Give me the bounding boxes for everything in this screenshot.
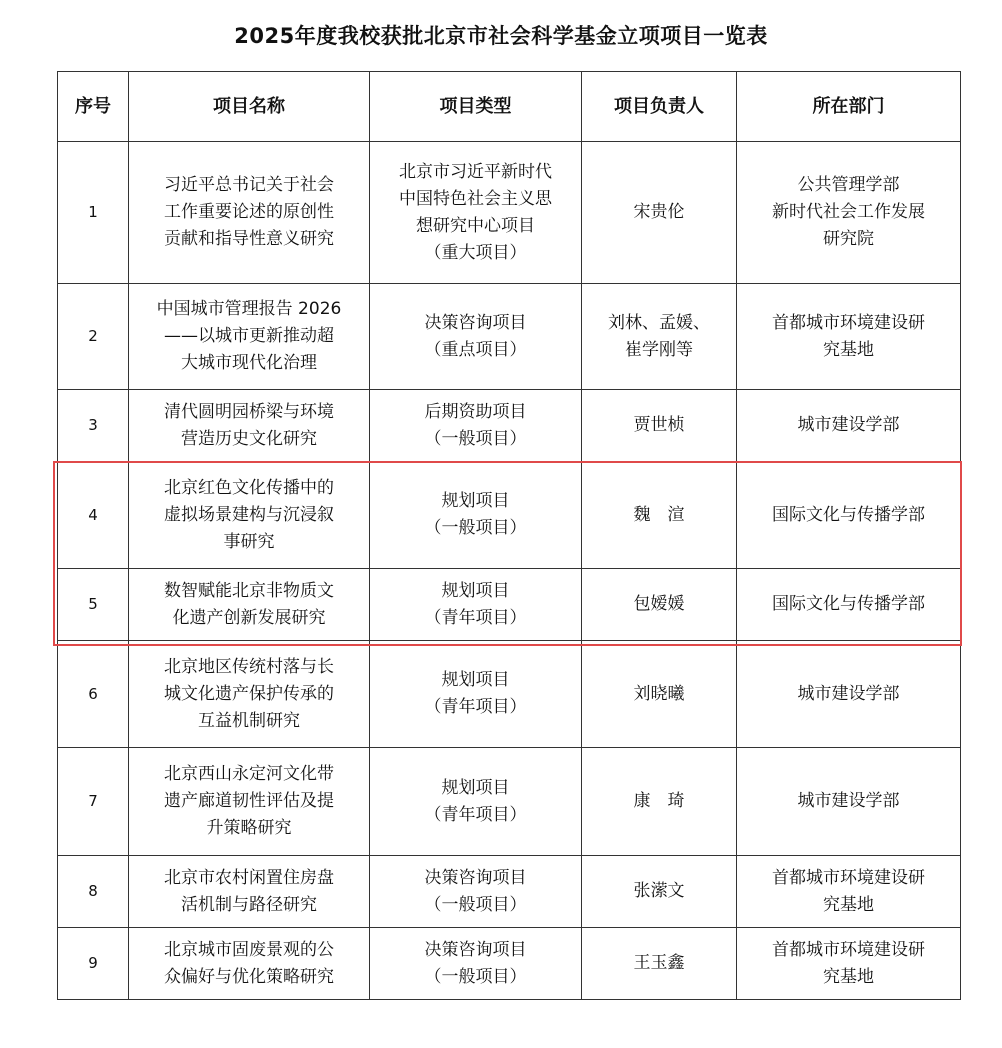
cell-project-leader [582,748,737,856]
cell-line: （重点项目） [424,339,527,360]
cell-project-name [129,641,370,748]
cell-line: 崔学刚等 [625,339,693,360]
cell-line: 北京市习近平新时代 [399,161,552,182]
cell-line: ——以城市更新推动超 [164,326,334,346]
cell-line: 规划项目 [441,670,510,690]
table-row [58,641,961,748]
cell-line: 北京地区传统村落与长 [164,656,334,677]
cell-line: （青年项目） [424,804,527,825]
cell-index: 4 [58,462,129,569]
cell-project-name [129,928,370,1000]
cell-project-type [370,462,582,569]
cell-line: 贡献和指导性意义研究 [164,229,334,249]
cell-line: 刘林、孟媛、 [608,312,710,333]
cell-line: 想研究中心项目 [416,215,535,236]
cell-project-type [370,641,582,748]
table-row [58,284,961,390]
cell-line: 事研究 [223,531,275,552]
cell-project-leader [582,856,737,928]
cell-project-type [370,284,582,390]
cell-line: （一般项目） [424,518,527,538]
table-row [58,748,961,856]
cell-line: 首都城市环境建设研 [772,312,925,333]
table-row [58,569,961,641]
cell-project-name [129,284,370,390]
cell-department [737,390,961,462]
cell-line: 首都城市环境建设研 [772,939,925,960]
projects-table [57,71,961,1000]
table-row [58,390,961,462]
cell-line: 北京西山永定河文化带 [164,764,334,784]
cell-project-type [370,928,582,1000]
cell-line: 北京红色文化传播中的 [164,477,334,498]
cell-line: （一般项目） [424,428,527,449]
cell-line: 贾世桢 [633,415,685,435]
cell-index: 8 [58,856,129,928]
cell-department [737,856,961,928]
cell-project-name [129,462,370,569]
cell-project-leader [582,390,737,462]
cell-line: 康 琦 [633,791,685,811]
cell-project-name [129,142,370,284]
cell-department [737,142,961,284]
cell-project-name [129,569,370,641]
header-project-type: 项目类型 [370,72,582,142]
cell-line: 北京城市固废景观的公 [164,939,334,960]
cell-line: 大城市现代化治理 [181,353,317,373]
cell-line: 虚拟场景建构与沉浸叙 [164,504,334,525]
cell-index: 2 [58,284,129,390]
cell-line: 众偏好与优化策略研究 [164,966,334,987]
cell-line: 究基地 [823,339,874,360]
table-row [58,856,961,928]
cell-line: 国际文化与传播学部 [772,594,925,614]
cell-line: 习近平总书记关于社会 [164,175,334,195]
cell-department [737,748,961,856]
cell-index: 5 [58,569,129,641]
cell-line: 首都城市环境建设研 [772,867,925,888]
header-index: 序号 [58,72,129,142]
cell-line: （一般项目） [424,894,527,915]
cell-line: 规划项目 [441,491,510,511]
cell-department [737,569,961,641]
table-row [58,142,961,284]
cell-index: 1 [58,142,129,284]
cell-line: 数智赋能北京非物质文 [164,580,334,601]
cell-line: 城市建设学部 [797,683,900,704]
cell-line: 活机制与路径研究 [181,894,317,915]
header-department: 所在部门 [737,72,961,142]
cell-line: （青年项目） [424,607,527,628]
cell-line: 决策咨询项目 [424,939,527,960]
cell-index: 6 [58,641,129,748]
cell-department [737,284,961,390]
cell-line: 遗产廊道韧性评估及提 [164,791,334,811]
cell-line: 张潆文 [633,881,685,901]
cell-line: 刘晓曦 [633,683,685,704]
header-project-leader: 项目负责人 [582,72,737,142]
cell-line: （青年项目） [424,697,527,717]
cell-line: （重大项目） [424,242,527,263]
cell-line: 究基地 [823,966,874,987]
cell-line: 王玉鑫 [633,953,685,973]
cell-line: 魏 渲 [633,504,685,525]
cell-project-type [370,748,582,856]
cell-line: 后期资助项目 [424,401,527,422]
cell-project-type [370,569,582,641]
cell-line: 城市建设学部 [797,791,900,811]
cell-line: 包嫒媛 [633,594,685,614]
header-project-name: 项目名称 [129,72,370,142]
cell-project-leader [582,462,737,569]
cell-line: 互益机制研究 [198,710,300,731]
cell-line: 升策略研究 [206,818,292,838]
cell-line: 决策咨询项目 [424,312,527,333]
cell-project-type [370,142,582,284]
cell-department [737,928,961,1000]
cell-line: 北京市农村闲置住房盘 [164,867,334,888]
cell-line: 公共管理学部 [797,175,900,195]
cell-line: 研究院 [823,229,874,249]
cell-line: 决策咨询项目 [424,867,527,888]
page-title: 2025年度我校获批北京市社会科学基金立项项目一览表 [234,24,768,48]
cell-department [737,641,961,748]
cell-line: 规划项目 [441,580,510,601]
cell-project-name [129,748,370,856]
cell-index: 9 [58,928,129,1000]
cell-line: 营造历史文化研究 [181,428,317,449]
cell-line: 城文化遗产保护传承的 [164,683,334,704]
cell-line: 清代圆明园桥梁与环境 [164,401,334,422]
cell-line: 中国特色社会主义思 [399,188,552,209]
cell-index: 7 [58,748,129,856]
table-header-row [58,72,961,142]
cell-project-leader [582,142,737,284]
cell-project-leader [582,284,737,390]
cell-line: 规划项目 [441,777,510,798]
cell-line: 国际文化与传播学部 [772,504,925,525]
cell-project-leader [582,928,737,1000]
cell-line: 究基地 [823,894,874,915]
cell-index: 3 [58,390,129,462]
cell-line: （一般项目） [424,966,527,987]
cell-line: 城市建设学部 [797,415,900,435]
table-row [58,928,961,1000]
cell-line: 新时代社会工作发展 [772,202,925,222]
cell-line: 宋贵伦 [633,202,685,222]
cell-project-leader [582,641,737,748]
cell-project-type [370,390,582,462]
cell-project-leader [582,569,737,641]
cell-line: 化遗产创新发展研究 [172,607,326,628]
cell-project-type [370,856,582,928]
cell-line: 中国城市管理报告 2026 [156,299,342,319]
cell-project-name [129,390,370,462]
cell-department [737,462,961,569]
cell-line: 工作重要论述的原创性 [164,202,334,222]
table-row [58,462,961,569]
cell-project-name [129,856,370,928]
